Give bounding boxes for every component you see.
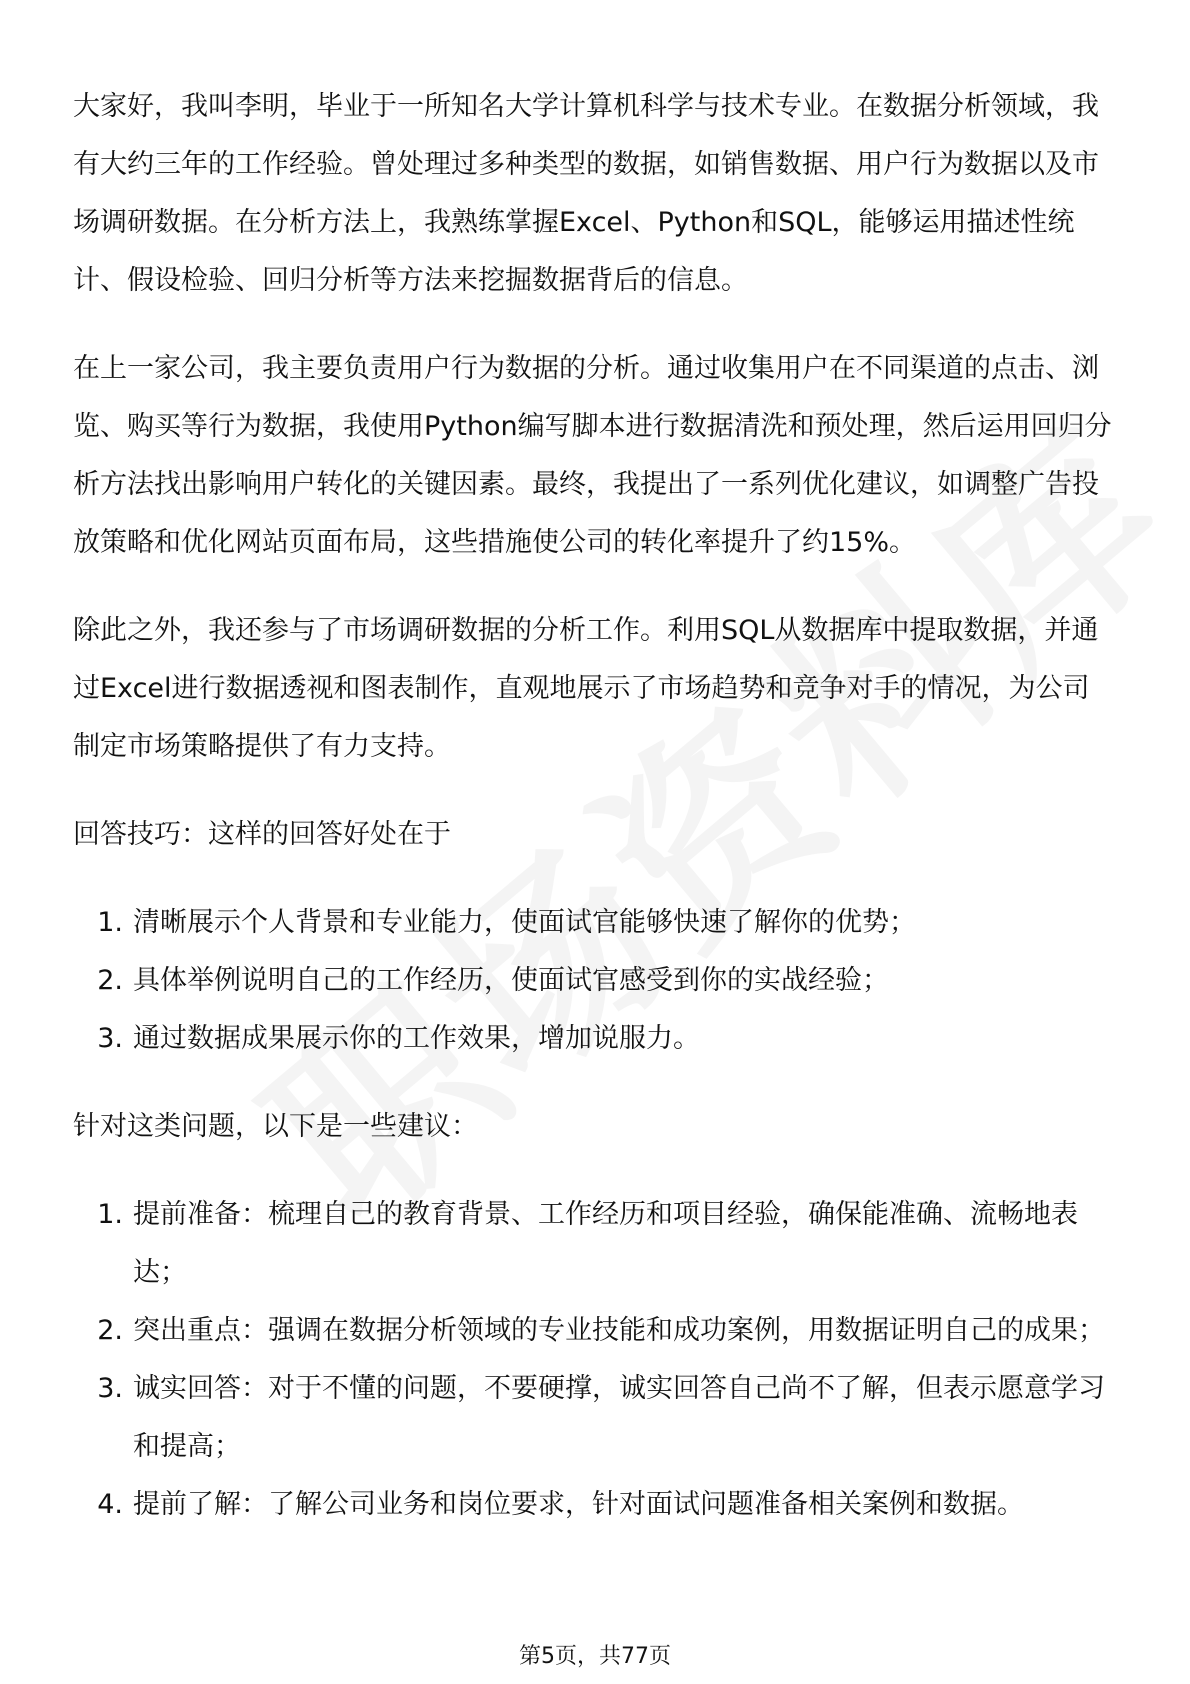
list-number: 4. <box>97 1489 123 1520</box>
list-item <box>73 952 1113 1010</box>
document-body <box>73 78 1113 1564</box>
tips-list <box>73 894 1113 1068</box>
list-number: 1. <box>97 1199 123 1230</box>
list-item-text: 具体举例说明自己的工作经历，使面试官感受到你的实战经验； <box>133 965 889 996</box>
list-item <box>73 1302 1113 1360</box>
list-item <box>73 1010 1113 1068</box>
list-item <box>73 1360 1113 1476</box>
list-number: 3. <box>97 1373 123 1404</box>
paragraph-additional: 除此之外，我还参与了市场调研数据的分析工作。利用SQL从数据库中提取数据，并通过Excel进行数据透视和图表制作，直观地展示了市场趋势和竞争对手的情况，为公司制定市场策略提供了有力支持。 <box>73 615 1099 762</box>
advice-label: 针对这类问题，以下是一些建议： <box>73 1111 478 1142</box>
paragraph-experience: 在上一家公司，我主要负责用户行为数据的分析。通过收集用户在不同渠道的点击、浏览、购买等行为数据，我使用Python编写脚本进行数据清洗和预处理，然后运用回归分析方法找出影响用户转化的关键因素。最终，我提出了一系列优化建议，如调整广告投放策略和优化网站页面布局，这些措施使公司的转化率提升了约15%。 <box>73 353 1112 558</box>
list-number: 3. <box>97 1023 123 1054</box>
list-number: 2. <box>97 1315 123 1346</box>
list-item-text: 诚实回答：对于不懂的问题，不要硬撑，诚实回答自己尚不了解，但表示愿意学习和提高； <box>133 1373 1105 1462</box>
list-item <box>73 1476 1113 1534</box>
list-number: 1. <box>97 907 123 938</box>
list-item-text: 通过数据成果展示你的工作效果，增加说服力。 <box>133 1023 700 1054</box>
tips-label: 回答技巧：这样的回答好处在于 <box>73 819 451 850</box>
list-item-text: 清晰展示个人背景和专业能力，使面试官能够快速了解你的优势； <box>133 907 916 938</box>
list-item <box>73 894 1113 952</box>
list-item-text: 突出重点：强调在数据分析领域的专业技能和成功案例，用数据证明自己的成果； <box>133 1315 1105 1346</box>
list-item-text: 提前准备：梳理自己的教育背景、工作经历和项目经验，确保能准确、流畅地表达； <box>133 1199 1078 1288</box>
page-footer: 第5页，共77页 <box>519 1644 671 1669</box>
list-number: 2. <box>97 965 123 996</box>
list-item-text: 提前了解：了解公司业务和岗位要求，针对面试问题准备相关案例和数据。 <box>133 1489 1024 1520</box>
advice-list <box>73 1186 1113 1534</box>
list-item <box>73 1186 1113 1302</box>
paragraph-intro: 大家好，我叫李明，毕业于一所知名大学计算机科学与技术专业。在数据分析领域，我有大约三年的工作经验。曾处理过多种类型的数据，如销售数据、用户行为数据以及市场调研数据。在分析方法上，我熟练掌握Excel、Python和SQL，能够运用描述性统计、假设检验、回归分析等方法来挖掘数据背后的信息。 <box>73 91 1099 296</box>
